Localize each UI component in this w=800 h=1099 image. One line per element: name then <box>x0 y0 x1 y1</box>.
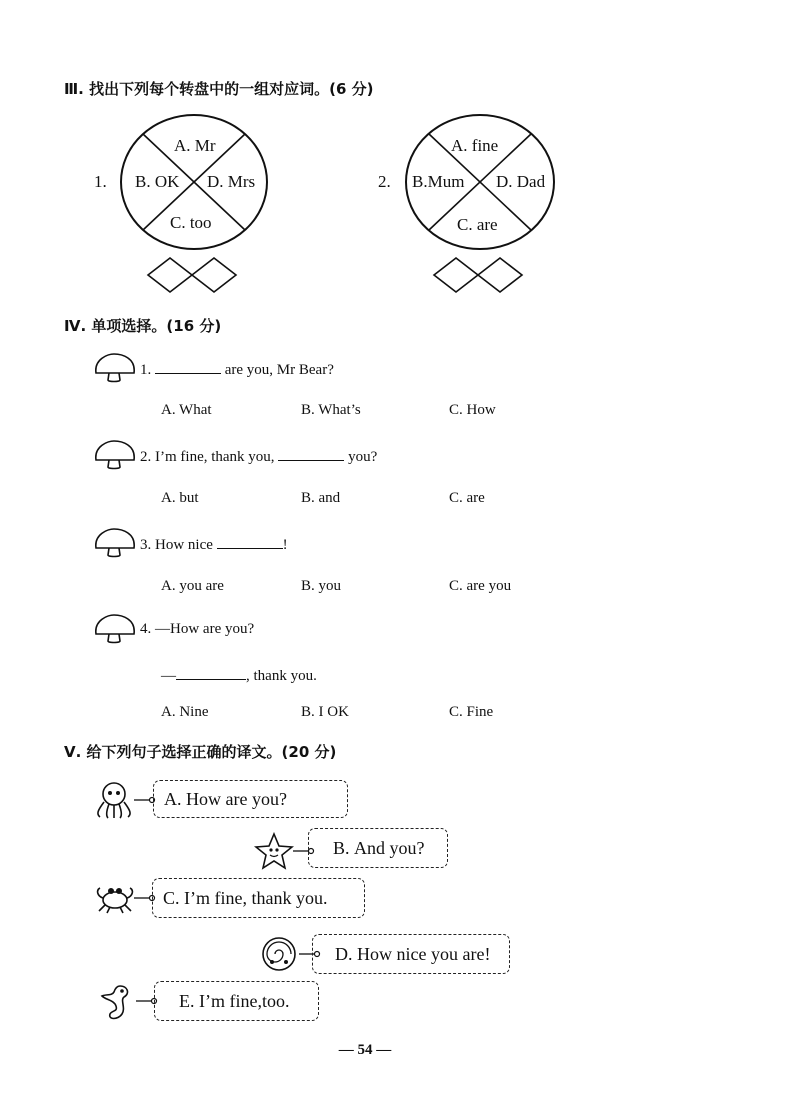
q4-option-b[interactable]: B. I OK <box>301 704 349 720</box>
q2-option-c[interactable]: C. are <box>449 490 485 506</box>
seahorse-icon <box>96 982 136 1024</box>
blank-1[interactable] <box>155 359 221 374</box>
page-number: — 54 — <box>338 1042 392 1058</box>
section-5-title: Ⅴ. 给下列句子选择正确的译文。(20 分) <box>64 743 337 761</box>
mushroom-answer-icon[interactable] <box>92 528 138 558</box>
wheel-2-bottom: C. are <box>457 215 498 234</box>
wheel-1-number: 1. <box>94 172 107 191</box>
question-2: 2. I’m fine, thank you, you? <box>140 446 377 466</box>
wheel-2-left: B.Mum <box>412 172 465 191</box>
wheel-1-left: B. OK <box>135 172 180 191</box>
mushroom-answer-icon[interactable] <box>92 440 138 470</box>
question-4-reply: — , thank you. <box>161 665 317 685</box>
q2-option-a[interactable]: A. but <box>161 490 199 506</box>
blank-4[interactable] <box>176 665 246 680</box>
wheel-1-bottom: C. too <box>170 213 212 232</box>
q1-option-c[interactable]: C. How <box>449 402 496 418</box>
sentence-box-d[interactable]: D. How nice you are! <box>312 934 510 974</box>
q3-option-b[interactable]: B. you <box>301 578 342 594</box>
octopus-icon <box>94 780 134 820</box>
sentence-box-a[interactable]: A. How are you? <box>153 780 348 818</box>
q4-option-c[interactable]: C. Fine <box>449 704 494 720</box>
section-4-title: Ⅳ. 单项选择。(16 分) <box>64 317 222 335</box>
starfish-icon <box>254 832 294 870</box>
q3-option-a[interactable]: A. you are <box>161 578 224 594</box>
question-3: 3. How nice ! <box>140 534 288 554</box>
mushroom-answer-icon[interactable] <box>92 614 138 644</box>
shell-icon <box>258 932 300 974</box>
sentence-box-b[interactable]: B. And you? <box>308 828 448 868</box>
wheel-2-number: 2. <box>378 172 391 191</box>
q1-option-b[interactable]: B. What’s <box>301 402 361 418</box>
section-3-title: Ⅲ. 找出下列每个转盘中的一组对应词。(6 分) <box>64 80 374 98</box>
wheel-1-right: D. Mrs <box>207 172 256 191</box>
wheel-2-right: D. Dad <box>496 172 546 191</box>
q4-option-a[interactable]: A. Nine <box>161 704 209 720</box>
wheel-1-answer-diamonds[interactable] <box>146 256 242 296</box>
wheel-2-top: A. fine <box>451 136 499 155</box>
sentence-box-c[interactable]: C. I’m fine, thank you. <box>152 878 365 918</box>
blank-3[interactable] <box>217 534 283 549</box>
wheel-1-top: A. Mr <box>174 136 216 155</box>
blank-2[interactable] <box>278 446 344 461</box>
question-1: 1. are you, Mr Bear? <box>140 359 334 379</box>
sentence-box-e[interactable]: E. I’m fine,too. <box>154 981 319 1021</box>
q2-option-b[interactable]: B. and <box>301 490 341 506</box>
question-4: 4. —How are you? <box>140 621 255 637</box>
wheel-2-answer-diamonds[interactable] <box>432 256 528 296</box>
mushroom-answer-icon[interactable] <box>92 353 138 383</box>
q1-option-a[interactable]: A. What <box>161 402 212 418</box>
q3-option-c[interactable]: C. are you <box>449 578 512 594</box>
crab-icon <box>94 880 136 914</box>
